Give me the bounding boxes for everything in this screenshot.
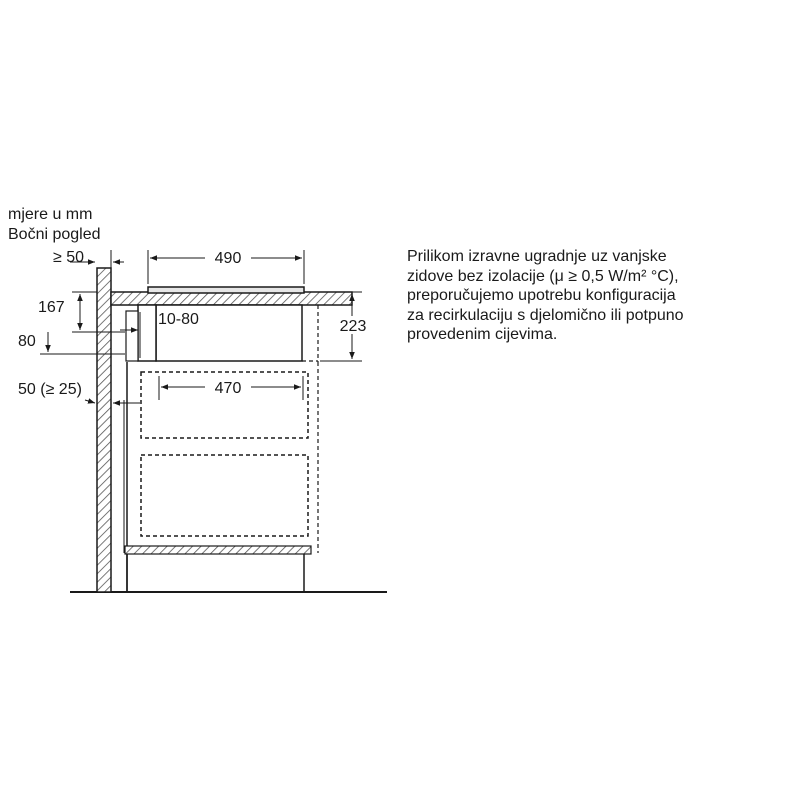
note-line: Prilikom izravne ugradnje uz vanjske (407, 248, 667, 265)
note-line: zidove bez izolacije (μ ≥ 0,5 W/m² °C), (407, 267, 679, 285)
note-line: za recirkulaciju s djelomično ili potpuno (407, 306, 684, 324)
dim-wall-gap-bottom (18, 381, 140, 403)
wall (97, 268, 111, 592)
dim-wall-gap-top-label: ≥ 50 (53, 249, 85, 266)
view-label: Bočni pogled (8, 226, 101, 243)
units-label: mjere u mm (8, 206, 93, 223)
dim-drawer-width-label: 470 (214, 380, 242, 397)
note-line: provedenim cijevima. (407, 326, 558, 343)
installation-note (407, 247, 787, 345)
dim-worktop-offset-label: 167 (38, 299, 65, 316)
cabinet-base (125, 546, 311, 554)
dim-duct-height-label: 80 (18, 333, 36, 350)
dim-drawer-width (159, 376, 303, 400)
hob-glass (148, 287, 304, 293)
dim-wall-gap-bottom-label: 50 (≥ 25) (18, 381, 82, 398)
dim-duct-range-label: 10-80 (158, 311, 199, 328)
dim-hob-height-label: 223 (339, 318, 367, 335)
duct-pipe (126, 311, 138, 361)
dim-hob-width-label: 490 (214, 250, 242, 267)
dim-hob-width (148, 248, 304, 284)
note-line: preporučujemo upotrebu konfiguracija (407, 287, 676, 304)
lower-drawer (141, 455, 308, 536)
duct-outlet (138, 305, 156, 361)
dim-wall-gap-top (53, 249, 124, 270)
worktop (111, 292, 352, 305)
